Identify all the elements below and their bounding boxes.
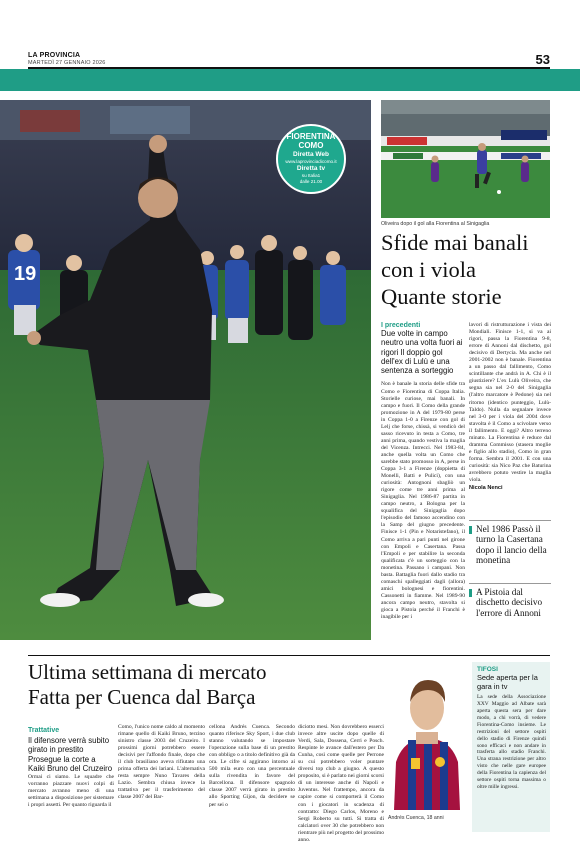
badge-tv-label: Diretta tv bbox=[296, 165, 326, 172]
bottom-article-body-2: Como, l'unico nome caldo al momento rimane quello di Kaiki Bruno, terzino sinistro classe 2003 del Cruzeiro. I prossimi giorni potrebbero essere decisivi per l'affondo finale, dopo che il club brasiliano aveva rifiutato una prima offerta dei lariani. L'alternativa resta sempre Nuno Tavares della Lazio. Sembra chiusa invece la trattativa per il trasferimento del classe 2007 del Bar- bbox=[118, 724, 205, 801]
side-photo-caption: Oliveira dopo il gol alla Fiorentina al Sinigaglia bbox=[381, 221, 490, 227]
page-number: 53 bbox=[535, 52, 550, 67]
badge-team-2: COMO bbox=[298, 141, 324, 150]
right-article-body-1: Non è banale la storia delle sfide tra Como e Fiorentina di Coppa Italia. Storielle curiose, mai banali. In campo e fuori. Il Como della grande promozione in A del 1979-80 perse in Coppa 1-0 a Firenze con gol di Lelj che forse, chissà, si vendicò del sasso ricevuto in testa a Como, tre anni prima, quando vestiva la maglia del Vicenza. Intrecci. Nel 1983-84, anche quella volta un Como che sarebbe stato promosso in A, perse in Coppa 3-1 a Firenze (doppietta di Monelli, Batti e Pulici), con una curiosità: Antognoni sbagliò un rigore come tre anni prima al Sinigaglia. Nel 1986-87 partita in campo neutro, a Bologna per la squalifica del Sinigaglia dopo l'episodio del famoso accendino con la Samp del giugno precedente. Finisce 1-1 (Pin e Notaristefano), il Como arriva a pari punti nel girone con Empoli e Casertana. Passa l'Empoli e per stabilire la seconda qualificata c'è un sorteggio con la monetina. Passano i campani. Non basta. Battaglia fuori dallo stadio tra comaschi spalleggiati dagli (allora) amici bolognesi e fiorentini. Cassonetti in fiamme. Nel 1989-90 ancora campo neutro, stavolta si gioca a Pistoia perché il Franchi è inagibile per i bbox=[381, 381, 465, 621]
player-photo-caption: Andrés Cuenca, 18 anni bbox=[388, 815, 444, 821]
pullquote-rule bbox=[469, 520, 551, 521]
pullquote-text: Nel 1986 Passò il turno la Casertana dopo il lancio della monetina bbox=[476, 524, 547, 566]
tifosi-deck: Sede aperta per la gara in tv bbox=[477, 673, 538, 691]
player-photo bbox=[388, 662, 466, 810]
issue-date: MARTEDÌ 27 GENNAIO 2026 bbox=[28, 60, 106, 66]
tifosi-body: La sede della Associazione XXV Maggio ad Albate sarà aperta questa sera per dare modo, a chi vorrà, di vedere Fiorentina-Como insieme. Le restrizioni del settore ospiti dello stadio di Firenze quindi sono efficaci e non andare in trasferta allo stadio Franchi. Una strana restrizione per altro visto che nelle gare europee della Fiorentina la capienza del settore ospiti torna massima o oltre mille ingressi. bbox=[477, 694, 546, 790]
tifosi-box bbox=[472, 662, 550, 832]
bottom-section-rule bbox=[28, 655, 550, 656]
bottom-article-kicker: Trattative bbox=[28, 727, 60, 734]
football-match-photo-icon bbox=[381, 100, 550, 218]
badge-channel: su Italia1 bbox=[301, 173, 321, 178]
headline-line: Sfide mai banali bbox=[381, 230, 529, 255]
headline-line: con i viola bbox=[381, 257, 476, 282]
pullquote-2 bbox=[469, 587, 551, 618]
bottom-article-body-4: diciotto mesi. Non dovrebbero esserci invece altre uscite dopo quelle di Verdi, Sala, Dossena, Cerri e Posch. Respinte le avance dall'estero per Da Cunha, così come quelle per Perrone su cui potrebbero voler puntare diversi top club a giugno. A questo proposito, si è parlato nei giorni scorsi di un interesse anche di Napoli e Juventus. Nel frattempo, ancora da capire come si comporterà il Como con i giocatori in scadenza di contratto: Diego Carlos, Moreno e Sergi Roberto su tutti. Si tratta di calciatori over 30 che potrebbero non rientrare più nel progetto del prossimo anno. bbox=[298, 724, 384, 843]
right-article-column-1 bbox=[381, 322, 465, 621]
tv-badge bbox=[276, 124, 346, 194]
right-article-deck: Due volte in campo neutro una volta fuori ai rigori Il doppio gol dell'ex di Lulù e una sentenza a sorteggio bbox=[381, 329, 463, 376]
side-photo bbox=[381, 100, 550, 218]
right-article-byline: Nicola Nenci bbox=[469, 485, 503, 492]
svg-text:19: 19 bbox=[14, 263, 37, 285]
headline-line: Ultima settimana di mercato bbox=[28, 660, 267, 684]
bottom-article-deck: Il difensore verrà subito girato in prestito Prosegue la corte a Kaiki Bruno del Cruzeiro bbox=[28, 736, 113, 773]
pullquote-text: A Pistoia dal dischetto decisivo l'errore di Annoni bbox=[476, 587, 543, 618]
right-article-kicker: I precedenti bbox=[381, 322, 421, 329]
bottom-article-body-3: cellona Andrés Cuenca. Secondo quanto riferisce Sky Sport, i due club stanno valutando se impostare l'operazione sulla base di un prestito con obbligo o a titolo definitivo già da ora. Le cifre si aggirano intorno ai 500 mila euro con una percentuale sulla rivendita in favore del Barcellona. Il difensore spagnolo classe 2007 verrà girato in prestito allo Sporting Gijon, da decidere se per sei o bbox=[209, 724, 295, 808]
pullquote-bar bbox=[469, 589, 472, 597]
pullquote-1 bbox=[469, 524, 551, 566]
right-article-body-2: lavori di ristrutturazione i vista dei Mondiali. Finisce 1-1, si va ai rigori, passa la Fiorentina 9-8, errore di Annoni dal dischetto, gol decisivo di Dertycia. Ma anche nel 2001-2002 non è banale. Fiorentina a un passo dal fallimento, Como scintillante che andrà in A. Chi è il giustiziere? L'ex Lulù Oliveira, che segna sia nel 2-0 del Sinigaglia (l'altro marcatore è Pedone) sia nel ritorno (identico punteggio, Lulù-Taldo). Nulla da segnalare invece nel 3-0 per i viola del 2004 dove stavolta è il Como a scivolare verso il fallimento. E oggi? Altro terreno minato. La Fiorentina è reduce dal dramma Commisso (stasera moglie e figlio allo stadio), Como in gran forma. Sembra il 2001. E con una curiosità: sia Nico Paz che Baturina avrebbero potuto vestire la maglia viola. bbox=[469, 322, 551, 484]
badge-web-label: Diretta Web bbox=[293, 151, 329, 158]
bottom-article-body-1: Ormai ci siamo. Le squadre che vorranno piazzare nuovi colpi di mercato avranno meno di una settimana a disposizione per sistemare i propri assetti. Per quanto riguarda il bbox=[28, 774, 114, 809]
headline-line: Quante storie bbox=[381, 284, 502, 309]
section-band bbox=[0, 69, 580, 91]
right-article-headline bbox=[381, 229, 556, 310]
page-header bbox=[0, 0, 580, 92]
right-article-column-2 bbox=[469, 322, 551, 491]
tifosi-kicker: TIFOSI bbox=[477, 666, 498, 673]
player-portrait-photo-icon bbox=[388, 662, 466, 810]
badge-time: dalle 21.00 bbox=[299, 179, 323, 184]
badge-team-1: FIORENTINA bbox=[286, 132, 336, 141]
badge-web-url: www.laprovinciadicomo.it bbox=[285, 159, 337, 164]
pullquote-rule bbox=[469, 583, 551, 584]
pullquote-bar bbox=[469, 526, 472, 534]
headline-line: Fatta per Cuenca dal Barça bbox=[28, 685, 256, 709]
newspaper-name: LA PROVINCIA bbox=[28, 52, 81, 59]
